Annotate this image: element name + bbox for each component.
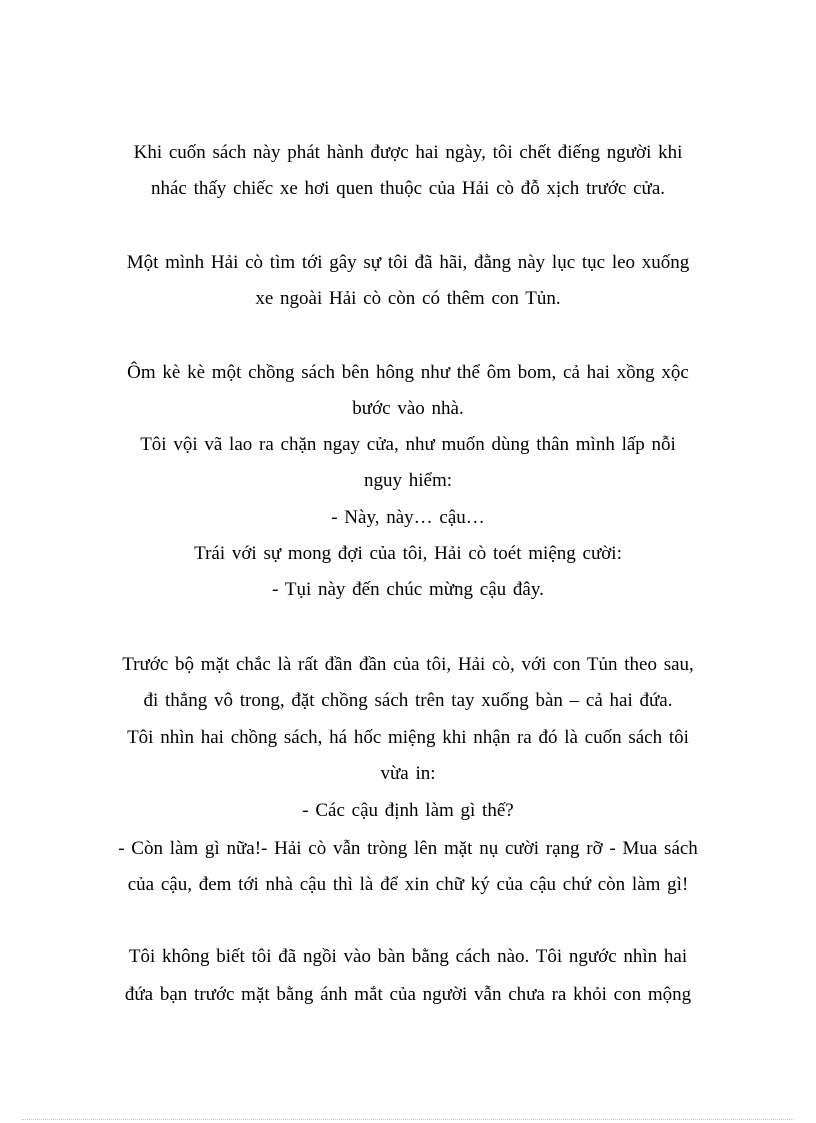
text-line: Ôm kè kè một chồng sách bên hông như thể ôm bom, cả hai xồng xộc [127, 362, 689, 383]
text-line: Một mình Hải cò tìm tới gây sự tôi đã hãi, đằng này lục tục leo xuống [126, 252, 690, 273]
text-line: Khi cuốn sách này phát hành được hai ngày, tôi chết điếng người khi [133, 142, 683, 163]
text-line: nhác thấy chiếc xe hơi quen thuộc của Hải cò đỗ xịch trước cửa. [150, 178, 666, 199]
text-line: đứa bạn trước mặt bằng ánh mắt của người vẫn chưa ra khỏi con mộng [124, 984, 692, 1005]
page-bottom-rule [22, 1119, 794, 1120]
text-line: - Còn làm gì nữa!- Hải cò vẫn tròng lên mặt nụ cười rạng rỡ - Mua sách [118, 838, 698, 859]
text-line: đi thẳng vô trong, đặt chồng sách trên tay xuống bàn – cả hai đứa. [143, 690, 673, 711]
text-line: - Tụi này đến chúc mừng cậu đây. [272, 579, 544, 600]
text-line: của cậu, đem tới nhà cậu thì là để xin chữ ký của cậu chứ còn làm gì! [127, 874, 689, 895]
text-line: Tôi vội vã lao ra chặn ngay cửa, như muốn dùng thân mình lấp nỗi [140, 434, 676, 455]
text-line: Trước bộ mặt chắc là rất đần đần của tôi, Hải cò, với con Tủn theo sau, [122, 654, 694, 675]
text-line: Tôi không biết tôi đã ngồi vào bàn bằng cách nào. Tôi ngước nhìn hai [128, 946, 688, 967]
text-line: Trái với sự mong đợi của tôi, Hải cò toét miệng cười: [194, 543, 622, 564]
text-line: Tôi nhìn hai chồng sách, há hốc miệng khi nhận ra đó là cuốn sách tôi [127, 727, 689, 748]
text-line: vừa in: [380, 763, 436, 784]
text-line: - Các cậu định làm gì thế? [302, 800, 514, 821]
text-line: nguy hiểm: [363, 470, 453, 491]
text-line: xe ngoài Hải cò còn có thêm con Tủn. [255, 288, 561, 309]
text-line: - Này, này… cậu… [331, 507, 485, 528]
text-line: bước vào nhà. [352, 398, 464, 419]
